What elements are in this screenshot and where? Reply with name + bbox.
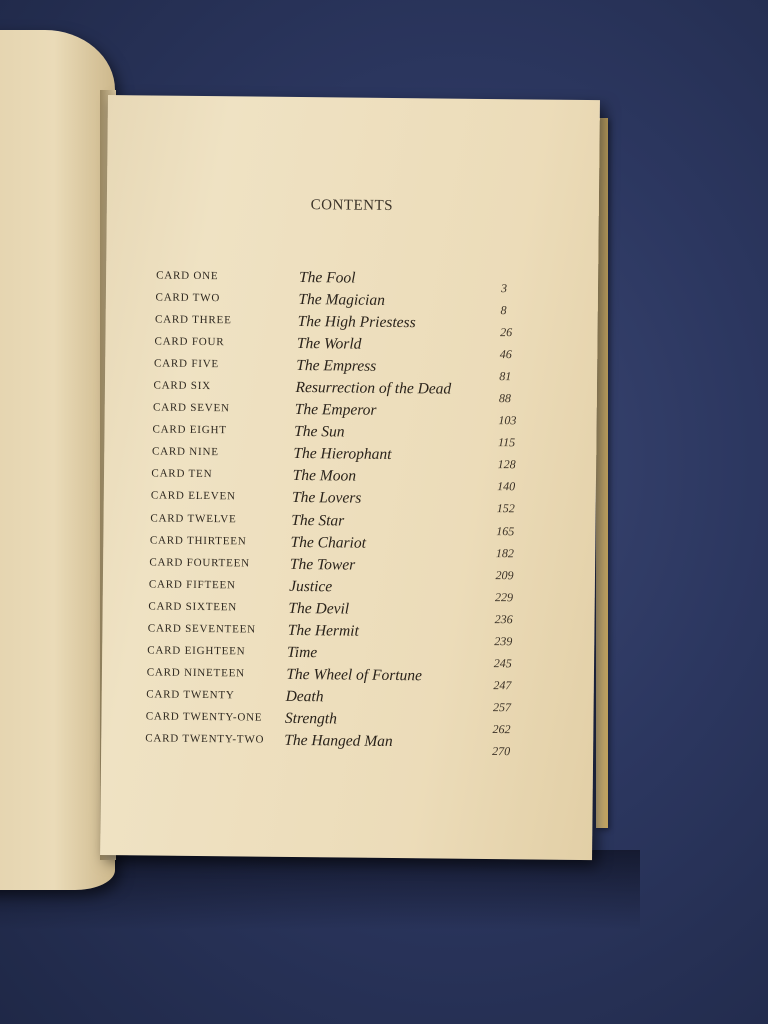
contents-entry	[103, 532, 595, 560]
contents-entry	[106, 311, 598, 340]
page-number: 262	[492, 721, 511, 737]
page-number: 270	[492, 744, 511, 759]
card-number-label: CARD FOURTEEN	[149, 556, 250, 570]
card-number-label: CARD SEVEN	[152, 401, 230, 415]
card-title: Time	[286, 643, 318, 662]
card-title: The Moon	[292, 467, 357, 486]
card-number-label: CARD FIVE	[153, 357, 220, 371]
contents-entry	[101, 708, 593, 737]
card-number-label: CARD ONE	[156, 269, 219, 283]
card-title: The Devil	[288, 599, 350, 618]
contents-page	[100, 95, 600, 860]
card-title: Justice	[289, 577, 333, 596]
card-number-label: CARD TWENTY-ONE	[145, 710, 263, 724]
page-number: 8	[500, 303, 507, 318]
card-number-label: CARD ELEVEN	[150, 489, 236, 503]
card-title: The High Priestess	[297, 313, 416, 332]
contents-entry	[104, 421, 596, 450]
page-number: 229	[495, 589, 514, 604]
card-title: The World	[296, 335, 362, 353]
page-number: 257	[492, 699, 512, 715]
card-number-label: CARD TWO	[155, 291, 221, 305]
contents-entry	[104, 487, 596, 516]
card-title: Death	[285, 687, 324, 706]
card-number-label: CARD TWELVE	[150, 511, 237, 525]
contents-entry	[104, 465, 596, 494]
contents-entry	[102, 642, 594, 671]
card-title: The Sun	[294, 423, 345, 441]
page-number: 128	[497, 457, 516, 472]
contents-entry	[105, 377, 597, 406]
card-title: The Chariot	[290, 533, 367, 552]
page-number: 245	[493, 655, 512, 671]
card-number-label: CARD NINE	[151, 445, 219, 459]
page-number: 46	[499, 347, 512, 362]
page-number: 3	[500, 281, 508, 296]
page-number: 247	[493, 677, 512, 693]
contents-heading: CONTENTS	[310, 197, 394, 214]
card-title: The Hanged Man	[284, 731, 393, 751]
card-title: The Wheel of Fortune	[286, 665, 423, 685]
contents-entry	[101, 730, 593, 759]
card-number-label: CARD TEN	[151, 467, 213, 481]
card-number-label: CARD EIGHT	[152, 423, 227, 437]
contents-entry	[102, 664, 594, 693]
card-title: Resurrection of the Dead	[295, 379, 452, 398]
card-title: The Hermit	[287, 621, 359, 640]
contents-entry	[102, 686, 594, 715]
contents-entry	[105, 333, 597, 362]
page-number: 103	[498, 413, 517, 428]
page-number: 182	[495, 545, 515, 560]
contents-entry	[105, 399, 597, 428]
page-number: 165	[496, 523, 515, 538]
card-number-label: CARD TWENTY-TWO	[145, 732, 265, 746]
page-number: 115	[497, 435, 516, 450]
page-number: 236	[494, 611, 513, 626]
card-title: The Lovers	[291, 489, 362, 508]
card-title: The Tower	[289, 555, 356, 574]
page-number: 88	[498, 391, 511, 406]
page-number: 26	[500, 325, 513, 340]
card-number-label: CARD EIGHTEEN	[147, 644, 246, 658]
page-number: 239	[494, 633, 513, 649]
card-title: The Emperor	[294, 401, 377, 420]
card-title: The Fool	[299, 269, 356, 287]
card-title: The Empress	[296, 357, 377, 376]
card-number-label: CARD SEVENTEEN	[147, 622, 256, 636]
contents-entry	[103, 598, 595, 626]
card-number-label: CARD SIXTEEN	[148, 600, 238, 614]
contents-entry	[102, 620, 594, 649]
page-number: 81	[499, 369, 512, 384]
card-title: The Hierophant	[293, 445, 392, 464]
card-number-label: CARD FOUR	[154, 335, 225, 349]
card-number-label: CARD FIFTEEN	[148, 578, 236, 592]
card-title: Strength	[284, 709, 337, 728]
card-number-label: CARD THIRTEEN	[149, 534, 247, 548]
contents-entry	[106, 267, 598, 296]
contents-entry	[106, 289, 598, 318]
page-number: 209	[495, 567, 514, 582]
contents-entry	[105, 355, 597, 384]
card-title: The Magician	[298, 291, 385, 309]
card-number-label: CARD THREE	[155, 313, 232, 327]
contents-entry	[103, 576, 595, 604]
contents-entry	[103, 509, 595, 538]
card-number-label: CARD NINETEEN	[146, 666, 245, 680]
contents-list	[100, 95, 600, 860]
card-number-label: CARD TWENTY	[146, 688, 235, 702]
card-number-label: CARD SIX	[153, 379, 212, 393]
page-number: 152	[496, 501, 515, 516]
card-title: The Star	[291, 511, 345, 530]
contents-entry	[103, 554, 595, 582]
contents-entry	[104, 443, 596, 472]
left-page	[0, 30, 115, 890]
page-number: 140	[497, 479, 516, 494]
